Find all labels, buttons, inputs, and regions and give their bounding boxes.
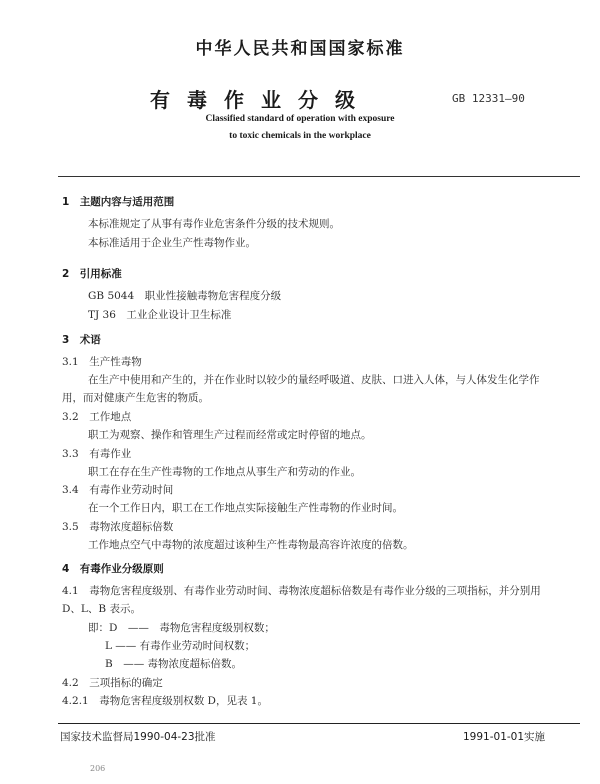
term-3-1-definition-a: 在生产中使用和产生的，并在作业时以较少的量经呼吸道、皮肤、口进入人体，与人体发生化学作: [88, 374, 540, 386]
term-3-4-label: 3.4 有毒作业劳动时间: [62, 484, 174, 496]
term-3-3-label: 3.3 有毒作业: [62, 448, 132, 460]
term-3-3-definition: 职工在存在生产性毒物的工作地点从事生产和劳动的作业。: [88, 466, 361, 478]
term-3-5-label: 3.5 毒物浓度超标倍数: [62, 521, 174, 533]
term-3-1-label: 3.1 生产性毒物: [62, 356, 142, 368]
effective-date: 1991-01-01实施: [463, 731, 546, 743]
clause-4-2-1: 4.2.1 毒物危害程度级别权数 D，见表 1。: [62, 695, 268, 707]
clause-4-2: 4.2 三项指标的确定: [62, 677, 163, 689]
section-4-heading: 4 有毒作业分级原则: [62, 563, 164, 575]
term-3-5-definition: 工作地点空气中毒物的浓度超过该种生产性毒物最高容许浓度的倍数。: [88, 539, 414, 551]
where-d: 即：D —— 毒物危害程度级别权数；: [88, 622, 275, 634]
section-2-heading: 2 引用标准: [62, 268, 122, 280]
clause-4-1-a: 4.1 毒物危害程度级别、有毒作业劳动时间、毒物浓度超标倍数是有毒作业分级的三项指标，并分别用: [62, 585, 541, 597]
clause-4-1-b: D、L、B 表示。: [62, 603, 141, 615]
english-title-line-1: Classified standard of operation with exposure: [205, 114, 395, 124]
section-1-heading: 1 主题内容与适用范围: [62, 196, 175, 208]
section-1-paragraph-2: 本标准适用于企业生产性毒物作业。: [88, 237, 256, 249]
where-b: B —— 毒物浓度超标倍数。: [105, 658, 243, 670]
section-3-heading: 3 术语: [62, 334, 101, 346]
document-title: 有毒作业分级: [150, 88, 372, 112]
term-3-4-definition: 在一个工作日内，职工在工作地点实际接触生产性毒物的作业时间。: [88, 502, 403, 514]
approval-date: 国家技术监督局1990-04-23批准: [60, 731, 216, 743]
term-3-2-label: 3.2 工作地点: [62, 411, 132, 423]
issuing-organization: 中华人民共和国国家标准: [195, 39, 405, 59]
term-3-1-definition-b: 用，而对健康产生危害的物质。: [62, 392, 209, 404]
reference-gb5044: GB 5044 职业性接触毒物危害程度分级: [88, 290, 282, 302]
page-number: 206: [90, 764, 106, 773]
section-1-paragraph-1: 本标准规定了从事有毒作业危害条件分级的技术规则。: [88, 218, 340, 230]
where-l: L —— 有毒作业劳动时间权数；: [105, 640, 256, 652]
header-divider: [58, 176, 580, 177]
footer-divider: [58, 723, 580, 724]
english-title-line-2: to toxic chemicals in the workplace: [229, 131, 371, 141]
reference-tj36: TJ 36 工业企业设计卫生标准: [88, 309, 232, 321]
term-3-2-definition: 职工为观察、操作和管理生产过程而经常或定时停留的地点。: [88, 429, 372, 441]
standard-number: GB 12331—90: [452, 92, 525, 105]
